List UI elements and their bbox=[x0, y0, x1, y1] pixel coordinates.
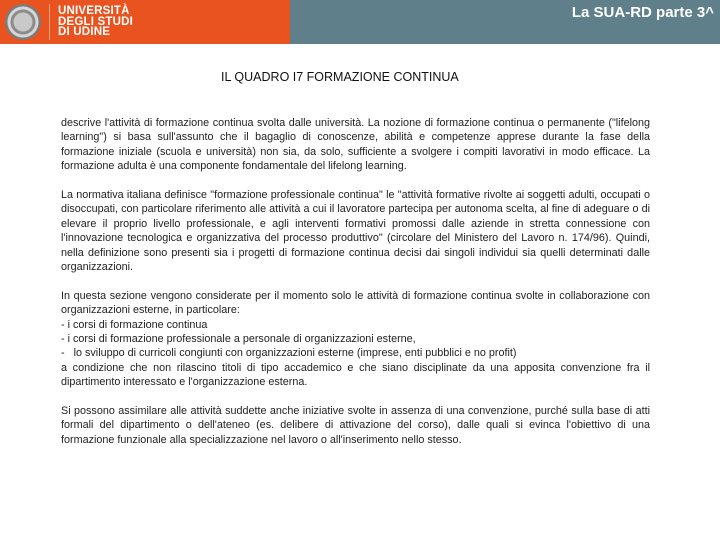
scope-item-3: - lo sviluppo di curricoli congiunti con organizzazioni esterne (imprese, enti pubblici e no profit) bbox=[61, 347, 517, 360]
slide-title: La SUA-RD parte 3^ bbox=[571, 4, 714, 21]
header-bar bbox=[0, 0, 720, 44]
scope-item-1: - i corsi di formazione continua bbox=[61, 318, 208, 331]
paragraph-normativa: La normativa italiana definisce "formazione professionale continua" le "attività formative rivolte ai soggetti adulti, occupati o disoccupati, con particolare riferimento alle attività a cui il lavoratore partecipa per autonoma scelta, al fine di adeguare o di elevare il proprio livello professionale, e agli interventi formativi promossi dalle aziende in stretta connessione con l'innovazione tecnologica e organizzativa del processo produttivo" (circolare del Ministero del Lavoro n. 174/96). Quindi, nella definizione sono presenti sia i progetti di formazione continua decisi dai singoli individui sia quelli determinati dalle organizzazioni. bbox=[61, 189, 650, 274]
section-heading: IL QUADRO I7 FORMAZIONE CONTINUA bbox=[221, 70, 459, 84]
scope-item-2: - i corsi di formazione professionale a personale di organizzazioni esterne, bbox=[61, 333, 416, 346]
university-line-3: DI UDINE bbox=[58, 26, 111, 38]
brand-divider bbox=[49, 4, 50, 40]
university-seal-icon bbox=[5, 4, 41, 40]
university-brand bbox=[0, 0, 290, 44]
scope-intro: In questa sezione vengono considerate per il momento solo le attività di formazione continua svolte in collaborazione con organizzazioni esterne, in particolare: bbox=[61, 289, 650, 317]
university-logo-text bbox=[58, 6, 133, 38]
paragraph-assimilation: Si possono assimilare alle attività suddette anche iniziative svolte in assenza di una convenzione, purché sulla base di atti formali del dipartimento o dell'ateneo (es. delibere di attivazione del corso), dalle quali si evinca l'obiettivo di una formazione funzionale alla specializzazione nel lavoro o all'inserimento nello stesso. bbox=[61, 405, 650, 446]
slide-body bbox=[61, 116, 650, 462]
university-line-2: DEGLI STUDI bbox=[58, 15, 134, 28]
paragraph-definition: descrive l'attività di formazione continua svolta dalle università. La nozione di formazione continua o permanente ("lifelong learning") si basa sull'assunto che il bagaglio di conoscenze, abilità e competenze apprese durante la fase della formazione iniziale (scuola e università) non sia, da solo, sufficiente a svolgere i compiti lavorativi in modo efficace. La formazione adulta è una componente fondamentale del lifelong learning. bbox=[61, 117, 650, 173]
paragraph-scope bbox=[61, 289, 650, 390]
university-line-1: UNIVERSITÀ bbox=[58, 5, 130, 17]
scope-outro: a condizione che non rilascino titoli di tipo accademico e che siano disciplinate da una apposita convenzione fra il dipartimento interessato e l'organizzazione esterna. bbox=[61, 361, 650, 389]
